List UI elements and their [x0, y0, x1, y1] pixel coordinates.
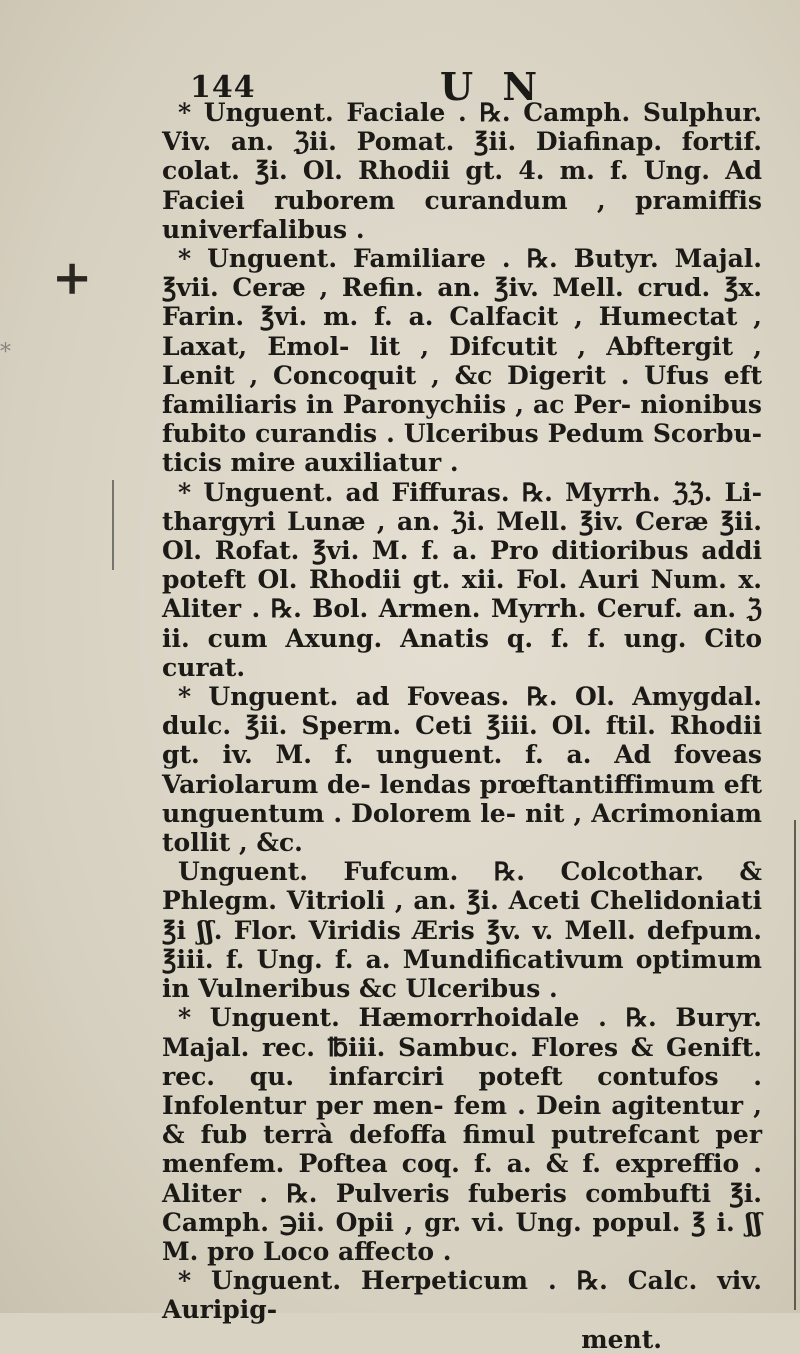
margin-ink-blot: * — [0, 340, 11, 365]
entry-unguent-faciale: * Unguent. Faciale . ℞. Camph. Sulphur. Viv. an. ℨii. Pomat. ℥ii. Diafinap. fortif. colat. ℥i. Ol. Rhodii gt. 4. m. f. Ung. Ad Faciei ruborem curandum , pramiffis univerfalibus . — [162, 98, 762, 244]
entry-unguent-ad-foveas: * Unguent. ad Foveas. ℞. Ol. Amygdal. dulc. ℥ii. Sperm. Ceti ℥iii. Ol. ftil. Rhodii gt. iv. M. f. unguent. f. a. Ad foveas Variolarum de- lendas prœftantiffimum eft unguentum . Dolorem le- nit , Acrimoniam tollit , &c. — [162, 682, 762, 858]
entry-unguent-familiare: * Unguent. Familiare . ℞. Butyr. Majal. ℥vii. Ceræ , Refin. an. ℥iv. Mell. crud. ℥x. Farin. ℥vi. m. f. a. Calfacit , Humectat , Laxat, Emol- lit , Difcutit , Abftergit , Lenit , Concoquit , &c Digerit . Ufus eft familiaris in Paronychiis , ac Per- nionibus fubito curandis . Ulceribus Pedum Scorbu- ticis mire auxiliatur . — [162, 244, 762, 478]
entry-unguent-fuscum: Unguent. Fufcum. ℞. Colcothar. & Phlegm. Vitrioli , an. ℥i. Aceti Chelidoniati ℥i ʃʃ. Flor. Viridis Æris ℥v. v. Mell. defpum. ℥iii. f. Ung. f. a. Mundificativum optimum in Vulneribus &c Ulceribus . — [162, 857, 762, 1004]
entry-unguent-herpeticum: * Unguent. Herpeticum . ℞. Calc. viv. Auripig- — [162, 1266, 762, 1325]
page-edge-shadow — [794, 820, 796, 1310]
margin-cross-mark: + — [52, 250, 93, 306]
entry-unguent-ad-fissuras: * Unguent. ad Fiffuras. ℞. Myrrh. ℨℨ. Li- thargyri Lunæ , an. ℨi. Mell. ℥iv. Ceræ ℥ii. Ol. Rofat. ℥vi. M. f. a. Pro ditioribus addi poteft Ol. Rhodii gt. xii. Fol. Auri Num. x. Aliter . ℞. Bol. Armen. Myrrh. Ceruf. an. ℨ ii. cum Axung. Anatis q. f. f. ung. Cito curat. — [162, 477, 762, 682]
body-text — [162, 98, 762, 1354]
entry-unguent-haemorrhoidale: * Unguent. Hæmorrhoidale . ℞. Buryr. Majal. rec. ℔iii. Sambuc. Flores & Genift. rec. qu. infarciri poteft contufos . Infolentur per men- fem . Dein agitentur , & fub terrà defoffa fimul putrefcant per menfem. Poftea coq. f. a. & f. expreffio . Aliter . ℞. Pulveris fuberis combufti ℥i. Camph. ℈ii. Opii , gr. vi. Ung. popul. ℥ i. ʃʃ M. pro Loco affecto . — [162, 1003, 762, 1266]
page-number: 144 — [190, 70, 256, 105]
running-head: U N — [440, 64, 546, 109]
margin-bracket-mark — [112, 480, 122, 570]
catchword: ment. — [581, 1324, 662, 1354]
